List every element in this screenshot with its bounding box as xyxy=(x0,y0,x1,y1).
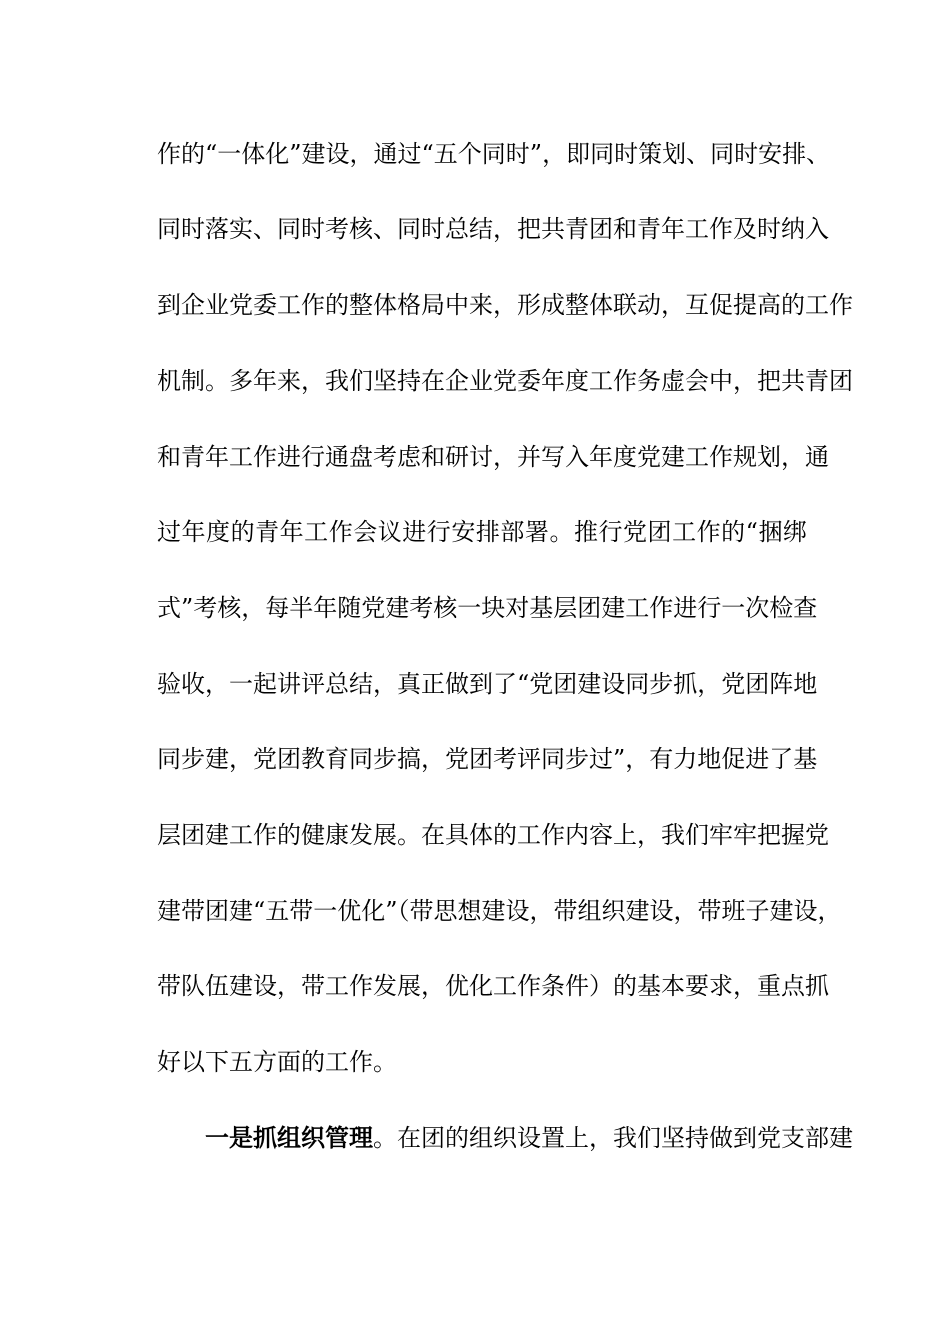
paragraph-line-3: 到企业党委工作的整体格局中来，形成整体联动，互促提高的工作 xyxy=(157,291,853,319)
paragraph-line-12: 带队伍建设，带工作发展，优化工作条件）的基本要求，重点抓 xyxy=(157,972,829,1000)
paragraph-line-2: 同时落实、同时考核、同时总结，把共青团和青年工作及时纳入 xyxy=(157,215,829,243)
paragraph-line-13: 好以下五方面的工作。 xyxy=(157,1048,397,1076)
paragraph-2-text: 。在团的组织设置上，我们坚持做到党支部建 xyxy=(373,1124,853,1152)
paragraph-line-10: 层团建工作的健康发展。在具体的工作内容上，我们牢牢把握党 xyxy=(157,821,829,849)
paragraph-line-4: 机制。多年来，我们坚持在企业党委年度工作务虚会中，把共青团 xyxy=(157,367,853,395)
paragraph-line-6: 过年度的青年工作会议进行安排部署。推行党团工作的“捆绑 xyxy=(157,518,807,546)
paragraph-line-7: 式”考核，每半年随党建考核一块对基层团建工作进行一次检查 xyxy=(157,594,818,622)
section-lead-heading: 一是抓组织管理 xyxy=(205,1123,373,1152)
paragraph-line-1: 作的“一体化”建设，通过“五个同时”，即同时策划、同时安排、 xyxy=(157,140,831,168)
paragraph-line-5: 和青年工作进行通盘考虑和研讨，并写入年度党建工作规划，通 xyxy=(157,443,829,471)
paragraph-line-11: 建带团建“五带一优化”（带思想建设，带组织建设，带班子建设， xyxy=(157,897,842,925)
paragraph-line-8: 验收，一起讲评总结，真正做到了“党团建设同步抓，党团阵地 xyxy=(157,670,818,698)
paragraph-line-9: 同步建，党团教育同步搞，党团考评同步过”，有力地促进了基 xyxy=(157,745,818,773)
paragraph-2-line-1 xyxy=(205,1118,853,1158)
